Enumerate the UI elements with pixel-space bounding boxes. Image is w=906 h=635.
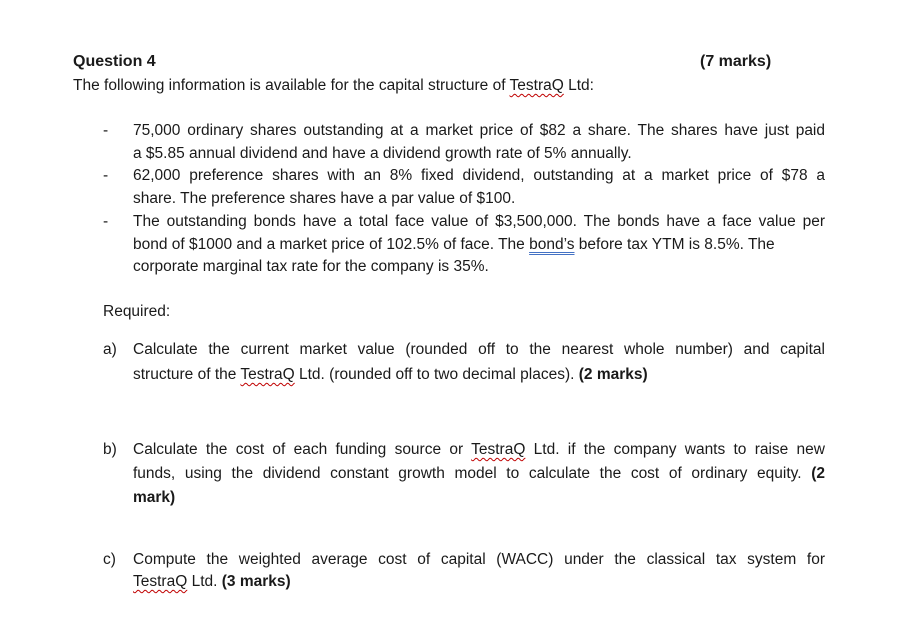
part-c-line-2 bbox=[133, 573, 291, 591]
part-c-line-1-text: Compute the weighted average cost of capital (WACC) under the classical tax system for bbox=[133, 551, 825, 568]
bullet-2-line-1 bbox=[133, 167, 825, 185]
bullet-dash: - bbox=[103, 167, 109, 184]
company-name: TestraQ bbox=[240, 366, 295, 383]
bullet-3-line-2-post: before tax YTM is 8.5%. The bbox=[574, 236, 775, 253]
bullet-3-line-3: corporate marginal tax rate for the company is 35%. bbox=[133, 258, 489, 275]
part-b-line-1 bbox=[133, 441, 825, 459]
bullet-1-line-1-text: 75,000 ordinary shares outstanding at a market price of $82 a share. The shares have just paid bbox=[133, 122, 825, 139]
part-b-line-2 bbox=[133, 465, 825, 483]
bullet-3-line-1-text: The outstanding bonds have a total face value of $3,500,000. The bonds have a face value per bbox=[133, 213, 825, 230]
part-b-line-1-post: Ltd. if the company wants to raise new bbox=[525, 441, 825, 458]
intro-text-post: Ltd: bbox=[563, 77, 594, 94]
part-c-marks: (3 marks) bbox=[221, 573, 291, 590]
part-b-marks-open: (2 bbox=[811, 465, 825, 482]
part-b-line-2-pre: funds, using the dividend constant growth model to calculate the cost of ordinary equity. bbox=[133, 465, 812, 482]
company-name: TestraQ bbox=[471, 441, 526, 458]
bullet-3-line-2 bbox=[133, 236, 775, 254]
part-b-marks-close: mark) bbox=[133, 489, 176, 506]
bullet-3-line-2-pre: bond of $1000 and a market price of 102.5% of face. The bbox=[133, 236, 530, 253]
company-name: TestraQ bbox=[509, 77, 564, 94]
part-b-label: b) bbox=[103, 441, 117, 458]
part-c-line-2-post: Ltd. bbox=[187, 573, 222, 590]
question-title: Question 4 bbox=[73, 53, 156, 70]
bullet-dash: - bbox=[103, 122, 109, 139]
part-b-line-1-pre: Calculate the cost of each funding source or bbox=[133, 441, 472, 458]
bonds-word: bond’s bbox=[529, 236, 575, 253]
part-a-label: a) bbox=[103, 341, 117, 358]
part-b-line-2-text bbox=[133, 465, 825, 483]
part-a-line-2-post: Ltd. (rounded off to two decimal places). bbox=[294, 366, 579, 383]
required-heading: Required: bbox=[103, 303, 171, 320]
company-name: TestraQ bbox=[133, 573, 188, 590]
bullet-1-line-1 bbox=[133, 122, 825, 140]
part-a-line-2 bbox=[133, 366, 648, 384]
part-a-line-2-pre: structure of the bbox=[133, 366, 241, 383]
part-a-line-1-text: Calculate the current market value (rounded off to the nearest whole number) and capital bbox=[133, 341, 825, 358]
bullet-3-line-1 bbox=[133, 213, 825, 231]
bullet-2-line-1-text: 62,000 preference shares with an 8% fixed dividend, outstanding at a market price of $78 a bbox=[133, 167, 825, 184]
question-marks: (7 marks) bbox=[700, 53, 772, 70]
bullet-2-line-2: share. The preference shares have a par value of $100. bbox=[133, 190, 516, 207]
part-a-line-1 bbox=[133, 341, 825, 359]
part-c-label: c) bbox=[103, 551, 116, 568]
part-c-line-1 bbox=[133, 551, 825, 569]
part-a-marks: (2 marks) bbox=[578, 366, 648, 383]
bullet-1-line-2: a $5.85 annual dividend and have a dividend growth rate of 5% annually. bbox=[133, 145, 632, 162]
intro-text bbox=[73, 77, 594, 95]
intro-text-pre: The following information is available for the capital structure of bbox=[73, 77, 510, 94]
part-b-line-1-text bbox=[133, 441, 825, 459]
bullet-dash: - bbox=[103, 213, 109, 230]
